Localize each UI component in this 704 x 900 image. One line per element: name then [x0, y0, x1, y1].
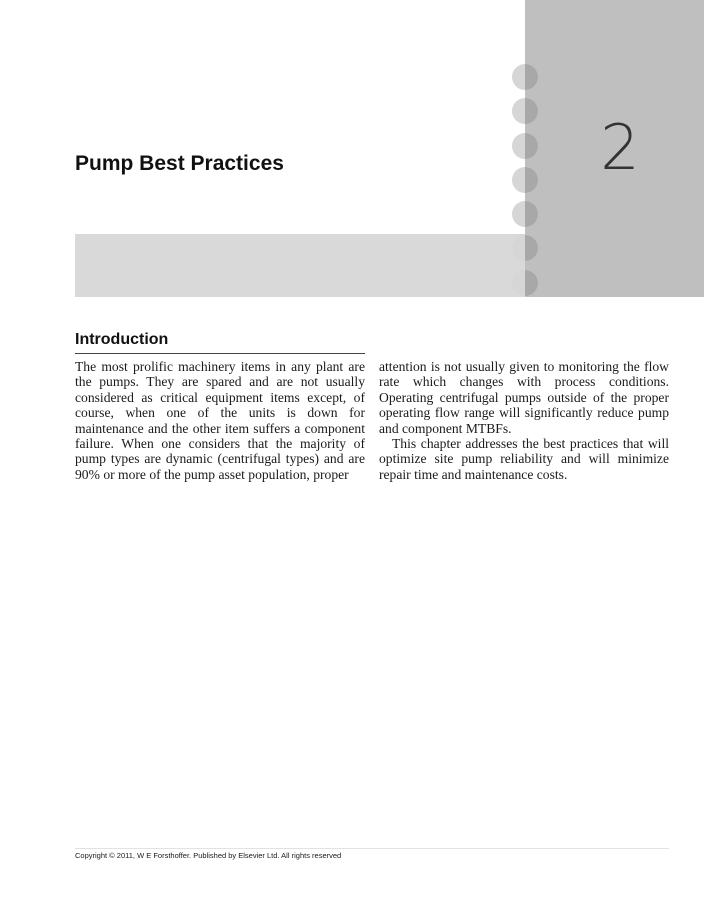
- footer-divider: [75, 848, 669, 849]
- decorative-dot: [512, 64, 538, 90]
- text-column-left: [75, 359, 365, 482]
- decorative-dot: [512, 270, 538, 296]
- paragraph-2: This chapter addresses the best practices that will optimize site pump reliability and will minimize repair time and maintenance costs.: [379, 436, 669, 482]
- section-heading: Introduction: [75, 330, 365, 354]
- chapter-number: 2: [600, 111, 640, 184]
- text-column-right: [379, 359, 669, 482]
- decorative-dot: [512, 201, 538, 227]
- paragraph-1-part-2: attention is not usually given to monitoring the flow rate which changes with process conditions. Operating centrifugal pumps outside of the proper operating flow range will significantly reduce pump and component MTBFs.: [379, 359, 669, 436]
- decorative-dot: [512, 167, 538, 193]
- copyright-notice: Copyright © 2011, W E Forsthoffer. Published by Elsevier Ltd. All rights reserved: [75, 851, 342, 860]
- decorative-dot: [512, 133, 538, 159]
- title-band: [75, 234, 525, 297]
- paragraph-1-part-1: The most prolific machinery items in any plant are the pumps. They are spared and are not usually considered as critical equipment items except, of course, when one of the units is down for maintenance and the other item suffers a component failure. When one considers that the majority of pump types are dynamic (centrifugal types) and are 90% or more of the pump asset population, proper: [75, 359, 365, 482]
- chapter-title: Pump Best Practices: [75, 152, 284, 175]
- decorative-dot: [512, 98, 538, 124]
- decorative-dot: [512, 235, 538, 261]
